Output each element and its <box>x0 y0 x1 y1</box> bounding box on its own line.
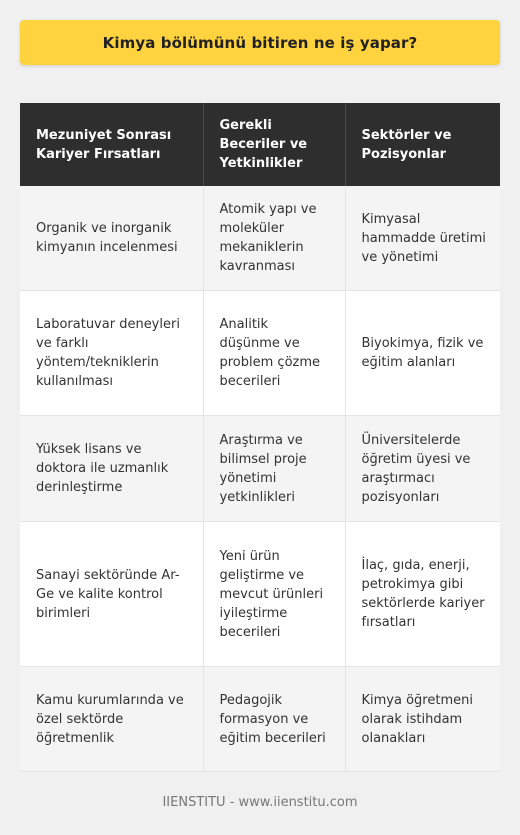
table-row <box>20 522 500 667</box>
table-cell: Yüksek lisans ve doktora ile uzmanlık derinleştirme <box>20 416 203 522</box>
table-cell: Laboratuvar deneyleri ve farklı yöntem/tekniklerin kullanılması <box>20 291 203 416</box>
table-cell: Yeni ürün geliştirme ve mevcut ürünleri iyileştirme becerileri <box>203 522 345 667</box>
table-cell: Kamu kurumlarında ve özel sektörde öğretmenlik <box>20 667 203 772</box>
table-cell: Analitik düşünme ve problem çözme becerileri <box>203 291 345 416</box>
table-cell: Sanayi sektöründe Ar-Ge ve kalite kontrol birimleri <box>20 522 203 667</box>
table-cell: Araştırma ve bilimsel proje yönetimi yetkinlikleri <box>203 416 345 522</box>
table-cell: Biyokimya, fizik ve eğitim alanları <box>345 291 500 416</box>
table-row <box>20 667 500 772</box>
table-cell: Pedagojik formasyon ve eğitim becerileri <box>203 667 345 772</box>
table-cell: Üniversitelerde öğretim üyesi ve araştırmacı pozisyonları <box>345 416 500 522</box>
table-row <box>20 416 500 522</box>
title-banner <box>20 20 500 65</box>
header-career-opportunities: Mezuniyet Sonrası Kariyer Fırsatları <box>20 103 203 186</box>
career-table <box>20 103 500 772</box>
table-cell: Organik ve inorganik kimyanın incelenmesi <box>20 186 203 291</box>
table-cell: Atomik yapı ve moleküler mekaniklerin kavranması <box>203 186 345 291</box>
page-title: Kimya bölümünü bitiren ne iş yapar? <box>102 33 418 52</box>
footer-credit: IIENSTITU - www.iienstitu.com <box>162 795 358 810</box>
header-sectors-positions: Sektörler ve Pozisyonlar <box>345 103 500 186</box>
table-cell: İlaç, gıda, enerji, petrokimya gibi sektörlerde kariyer fırsatları <box>345 522 500 667</box>
table-row <box>20 186 500 291</box>
table-row <box>20 291 500 416</box>
table-header-row <box>20 103 500 186</box>
table-cell: Kimya öğretmeni olarak istihdam olanakları <box>345 667 500 772</box>
table-cell: Kimyasal hammadde üretimi ve yönetimi <box>345 186 500 291</box>
header-required-skills: Gerekli Beceriler ve Yetkinlikler <box>203 103 345 186</box>
